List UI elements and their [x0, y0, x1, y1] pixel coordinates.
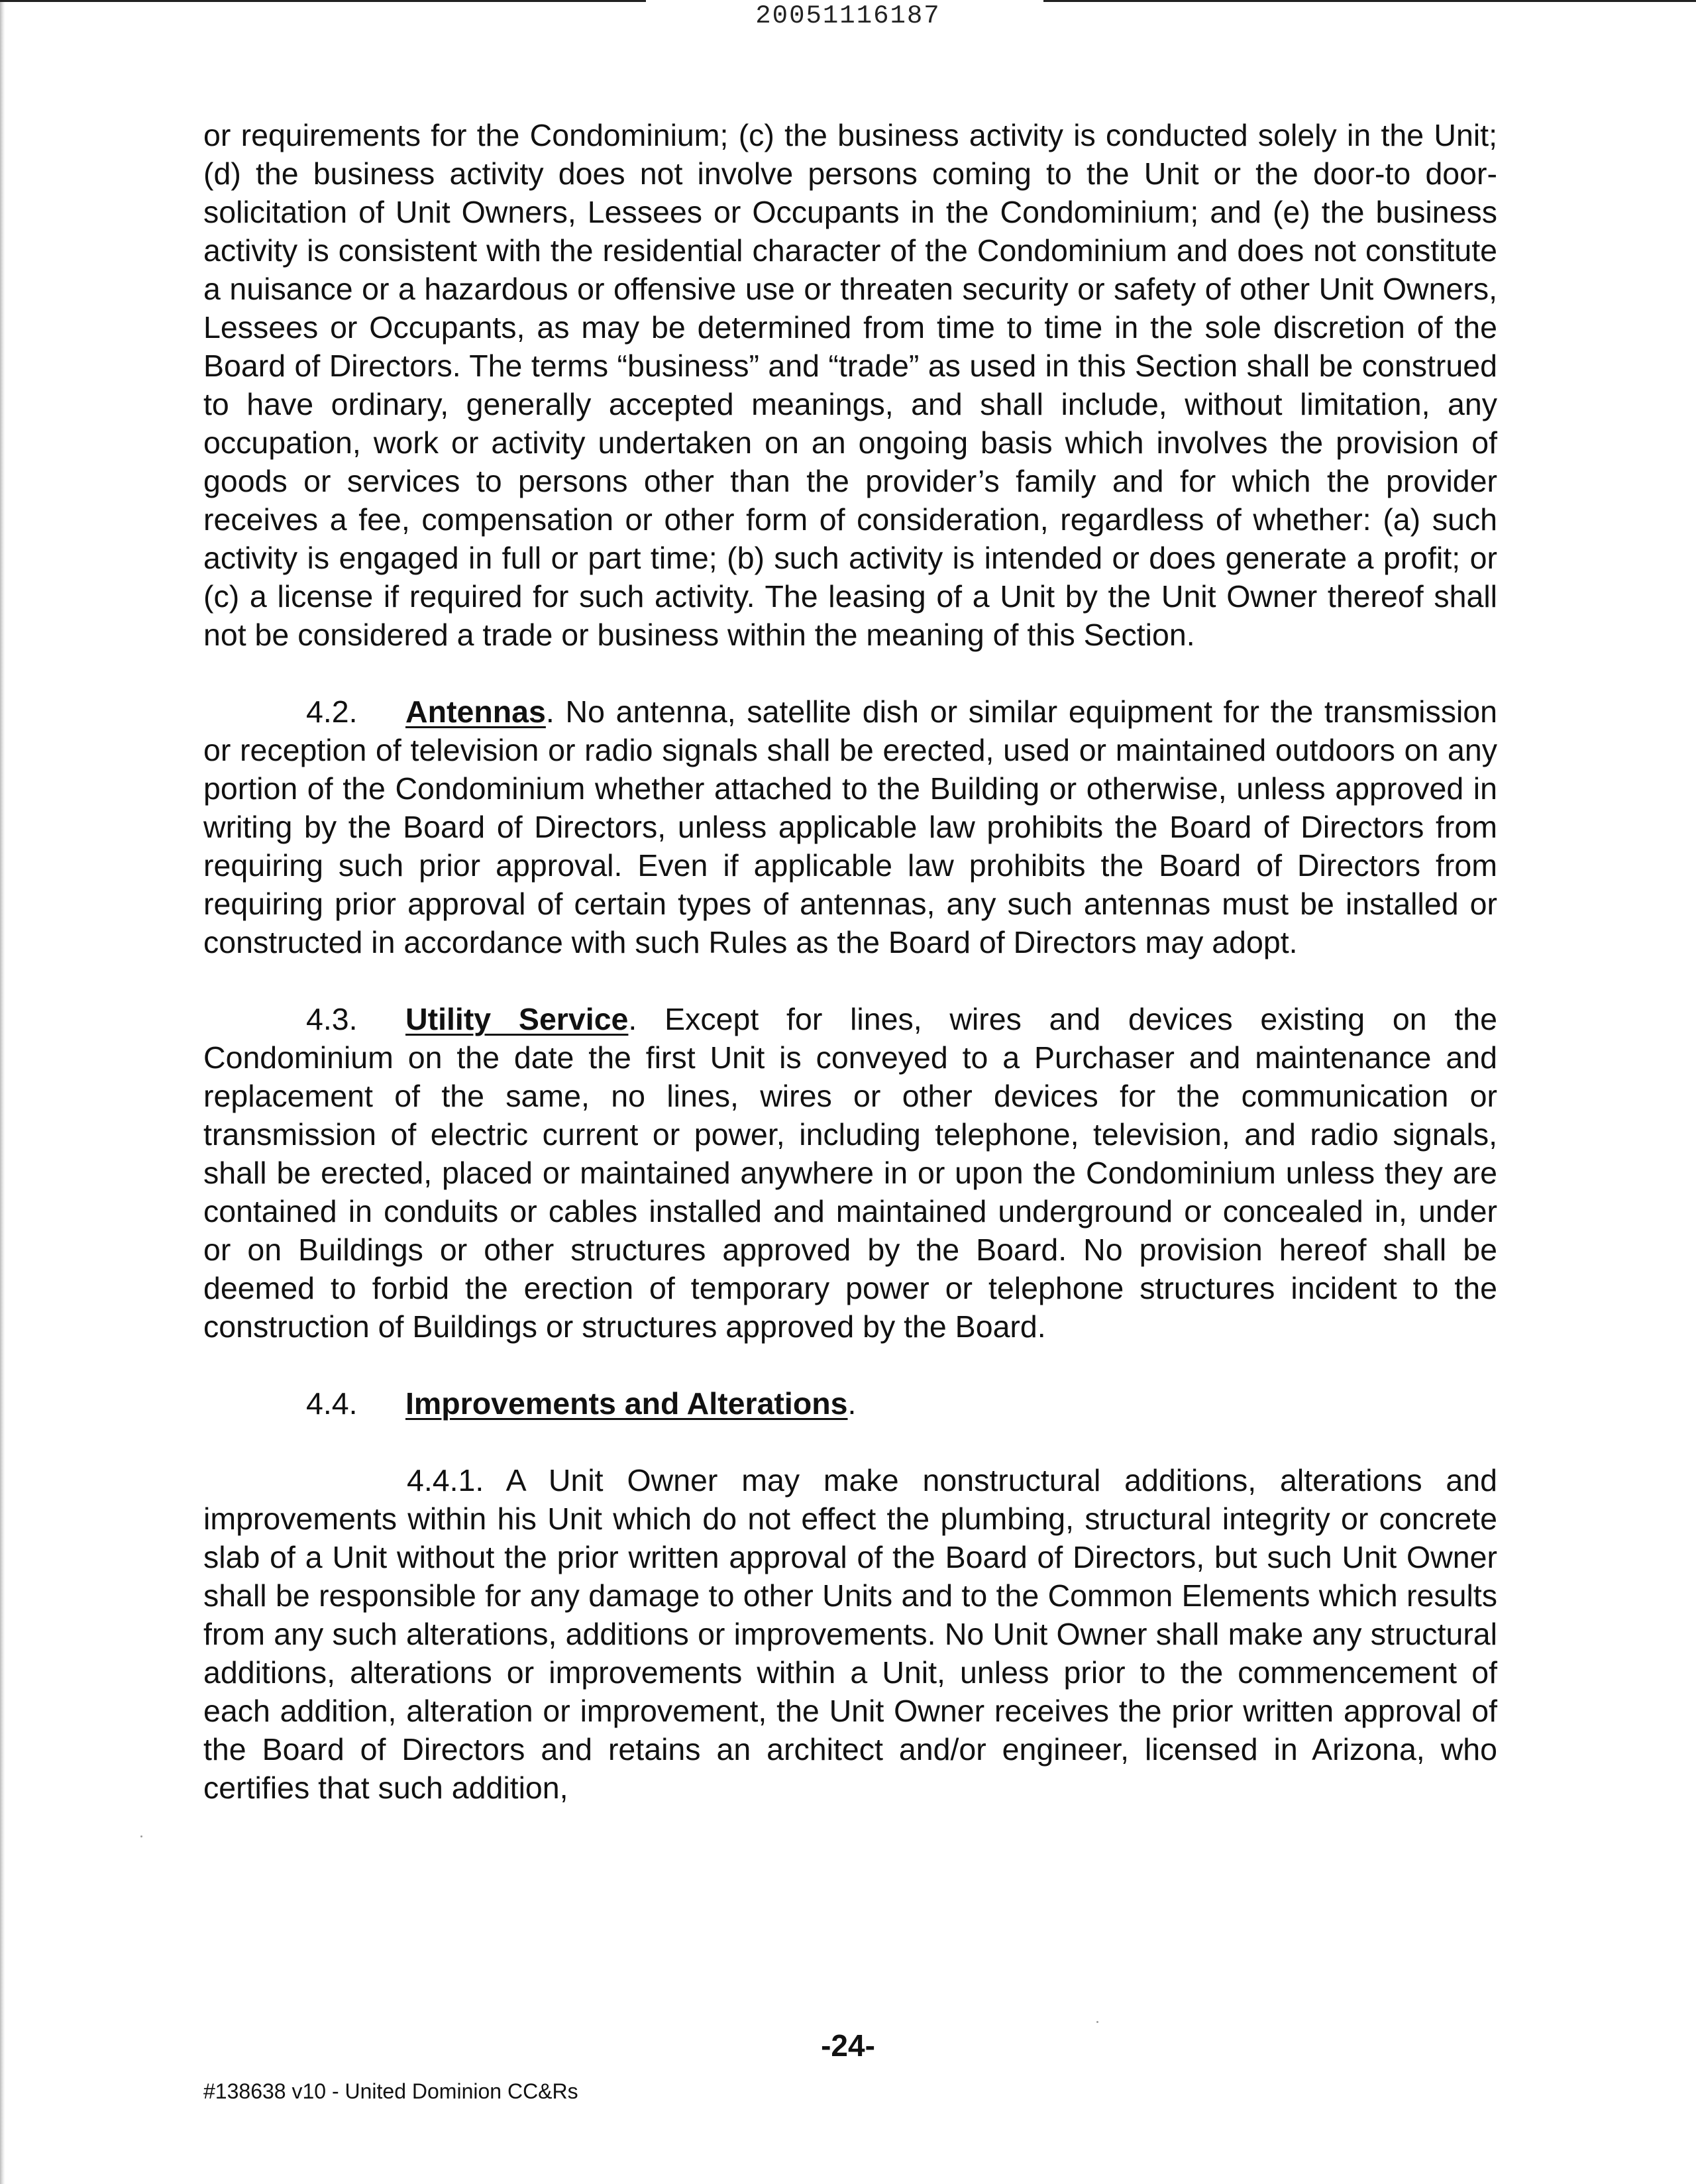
scan-speck [1096, 2021, 1098, 2023]
section-heading: Utility Service [405, 1002, 629, 1036]
scan-edge [0, 0, 5, 2184]
scan-speck [140, 1835, 142, 1837]
document-id: #138638 v10 - United Dominion CC&Rs [203, 2079, 578, 2103]
section-heading: Improvements and Alterations [405, 1386, 848, 1421]
section-number: 4.2. [306, 694, 358, 729]
section-4-4-1 [203, 1461, 1497, 1807]
page-number: -24- [821, 2028, 875, 2063]
recording-number: 20051116187 [755, 1, 941, 30]
section-text: Except for lines, wires and devices existing on the Condominium on the date the first Unit is conveyed to a Purchaser and maintenance and replacement of the same, no lines, wires or other devices for the communication or transmission of electric current or power, including telephone, television, and radio signals, shall be erected, placed or maintained anywhere in or upon the Condominium unless they are contained in conduits or cables installed and maintained underground or concealed in, under or on Buildings or other structures approved by the Board. No provision hereof shall be deemed to forbid the erection of temporary power or telephone structures incident to the construction of Buildings or structures approved by the Board. [203, 1002, 1497, 1344]
section-4-4: 4.4. Improvements and Alterations. [203, 1384, 1497, 1423]
section-text: No antenna, satellite dish or similar equipment for the transmission or reception of television or radio signals shall be erected, used or maintained outdoors on any portion of the Condominium whether attached to the Building or otherwise, unless approved in writing by the Board of Directors, unless applicable law prohibits the Board of Directors from requiring such prior approval. Even if applicable law prohibits the Board of Directors from requiring prior approval of certain types of antennas, any such antennas must be installed or constructed in accordance with such Rules as the Board of Directors may adopt. [203, 694, 1497, 959]
section-heading: Antennas [405, 694, 546, 729]
document-body [203, 116, 1497, 1807]
section-text: 4.4.1. A Unit Owner may make nonstructural additions, alterations and improvements within his Unit which do not effect the plumbing, structural integrity or concrete slab of a Unit without the prior written approval of the Board of Directors, but such Unit Owner shall be responsible for any damage to other Units and to the Common Elements which results from any such alterations, additions or improvements. No Unit Owner shall make any structural additions, alterations or improvements within a Unit, unless prior to the commencement of each addition, alteration or improvement, the Unit Owner receives the prior written approval of the Board of Directors and retains an architect and/or engineer, licensed in Arizona, who certifies that such addition, [203, 1463, 1497, 1805]
section-number: 4.3. [306, 1002, 358, 1036]
paragraph-continuation: or requirements for the Condominium; (c) the business activity is conducted solely in the Unit; (d) the business activity does not involve persons coming to the Unit or the door-to door-solicitation of Unit Owners, Lessees or Occupants in the Condominium; and (e) the business activity is consistent with the residential character of the Condominium and does not constitute a nuisance or a hazardous or offensive use or threaten security or safety of other Unit Owners, Lessees or Occupants, as may be determined from time to time in the sole discretion of the Board of Directors. The terms “business” and “trade” as used in this Section shall be construed to have ordinary, generally accepted meanings, and shall include, without limitation, any occupation, work or activity undertaken on an ongoing basis which involves the provision of goods or services to persons other than the provider’s family and for which the provider receives a fee, compensation or other form of consideration, regardless of whether: (a) such activity is engaged in full or part time; (b) such activity is intended or does generate a profit; or (c) a license if required for such activity. The leasing of a Unit by the Unit Owner thereof shall not be considered a trade or business within the meaning of this Section. [203, 118, 1497, 652]
section-4-3: 4.3. Utility Service. Except for lines, wires and devices existing on the Condominium on the date the first Unit is conveyed to a Purchaser and maintenance and replacement of the same, no lines, wires or other devices for the communication or transmission of electric current or power, including telephone, television, and radio signals, shall be erected, placed or maintained anywhere in or upon the Condominium unless they are contained in conduits or cables installed and maintained underground or concealed in, under or on Buildings or other structures approved by the Board. No provision hereof shall be deemed to forbid the erection of temporary power or telephone structures incident to the construction of Buildings or structures approved by the Board. [203, 1000, 1497, 1346]
section-number: 4.4. [306, 1386, 358, 1421]
section-4-2: 4.2. Antennas. No antenna, satellite dish or similar equipment for the transmission or reception of television or radio signals shall be erected, used or maintained outdoors on any portion of the Condominium whether attached to the Building or otherwise, unless approved in writing by the Board of Directors, unless applicable law prohibits the Board of Directors from requiring such prior approval. Even if applicable law prohibits the Board of Directors from requiring prior approval of certain types of antennas, any such antennas must be installed or constructed in accordance with such Rules as the Board of Directors may adopt. [203, 692, 1497, 961]
